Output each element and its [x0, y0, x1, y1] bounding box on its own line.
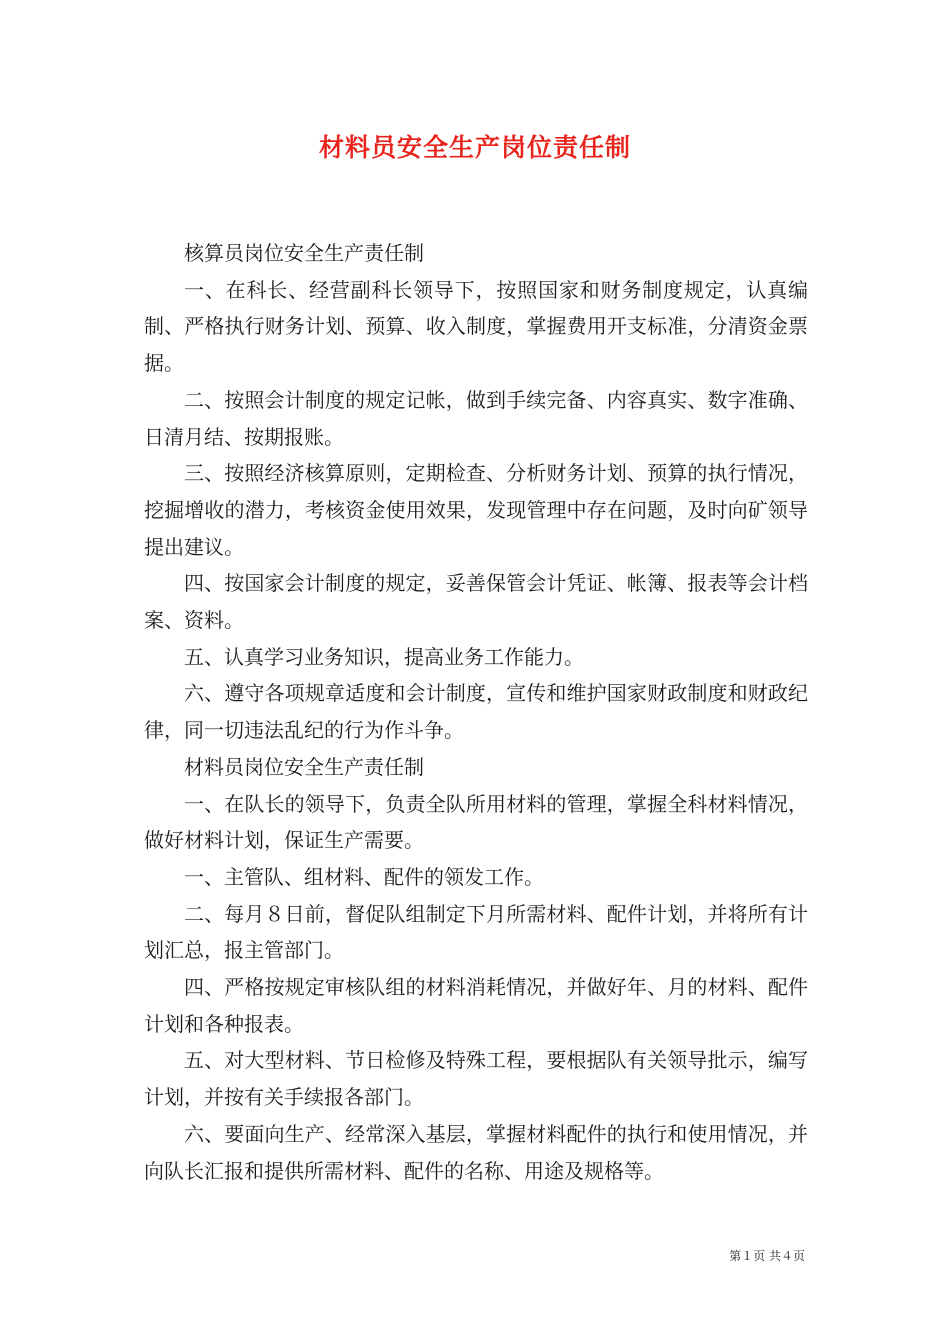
- paragraph: 四、按国家会计制度的规定，妥善保管会计凭证、帐簿、报表等会计档案、资料。: [144, 571, 808, 633]
- paragraph: 六、要面向生产、经常深入基层，掌握材料配件的执行和使用情况，并向队长汇报和提供所需材料、配件的名称、用途及规格等。: [144, 1121, 808, 1183]
- page-number: 第１页 共４页: [729, 1249, 805, 1263]
- document-title: 材料员安全生产岗位责任制: [318, 133, 631, 162]
- paragraph: 一、在科长、经营副科长领导下，按照国家和财务制度规定，认真编制、严格执行财务计划、预算、收入制度，掌握费用开支标准，分清资金票据。: [144, 277, 808, 376]
- paragraph-section-heading: 材料员岗位安全生产责任制: [184, 754, 424, 779]
- paragraph: 五、对大型材料、节日检修及特殊工程，要根据队有关领导批示，编写计划，并按有关手续报各部门。: [144, 1048, 808, 1110]
- paragraph: 二、每月８日前，督促队组制定下月所需材料、配件计划，并将所有计划汇总，报主管部门。: [144, 901, 808, 963]
- paragraph: 一、在队长的领导下，负责全队所用材料的管理，掌握全科材料情况，做好材料计划，保证生产需要。: [144, 791, 808, 853]
- paragraph: 五、认真学习业务知识，提高业务工作能力。: [184, 644, 584, 669]
- paragraph: 三、按照经济核算原则，定期检查、分析财务计划、预算的执行情况，挖掘增收的潜力，考核资金使用效果，发现管理中存在问题，及时向矿领导提出建议。: [144, 461, 808, 559]
- document-body: [144, 235, 808, 1189]
- paragraph: 四、严格按规定审核队组的材料消耗情况，并做好年、月的材料、配件计划和各种报表。: [144, 975, 808, 1036]
- paragraph: 一、主管队、组材料、配件的领发工作。: [184, 864, 544, 889]
- paragraph: 六、遵守各项规章适度和会计制度，宣传和维护国家财政制度和财政纪律，同一切违法乱纪的行为作斗争。: [144, 681, 808, 743]
- paragraph: 二、按照会计制度的规定记帐，做到手续完备、内容真实、数字准确、日清月结、按期报账。: [144, 387, 808, 449]
- paragraph-section-heading: 核算员岗位安全生产责任制: [184, 241, 424, 265]
